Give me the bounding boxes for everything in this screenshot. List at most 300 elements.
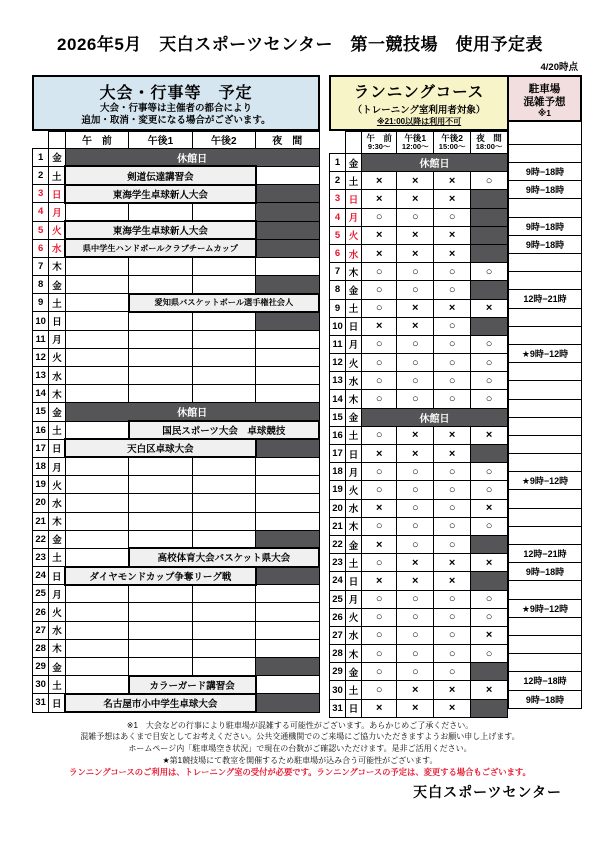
unavailable-mark: × [362, 244, 397, 262]
unavailable-cell [471, 226, 508, 244]
available-mark: ○ [362, 281, 397, 299]
day-number: 22 [330, 535, 346, 553]
day-number: 10 [330, 317, 346, 335]
available-mark: ○ [471, 335, 508, 353]
empty-slot-cell [256, 585, 319, 603]
unavailable-mark: × [362, 699, 397, 717]
day-weekday: 土 [346, 172, 362, 190]
day-number: 23 [330, 554, 346, 572]
day-number: 17 [33, 439, 49, 457]
parking-forecast-cell [509, 654, 582, 672]
events-row [33, 239, 320, 257]
unavailable-mark: × [397, 681, 434, 699]
running-col-evening: 夜 間 18:00〜 [471, 132, 508, 154]
day-weekday: 金 [346, 663, 362, 681]
unavailable-mark: × [397, 554, 434, 572]
unavailable-mark: × [434, 190, 471, 208]
events-subtitle-line1: 大会・行事等は主催者の都合により [99, 103, 252, 114]
events-row [33, 330, 320, 348]
day-weekday: 水 [346, 626, 362, 644]
events-row [33, 476, 320, 494]
day-number: 15 [33, 403, 49, 421]
parking-forecast-cell [509, 454, 582, 472]
empty-slot-cell [256, 330, 319, 348]
running-row [330, 335, 508, 353]
day-number: 2 [33, 166, 49, 184]
day-weekday: 土 [346, 426, 362, 444]
available-mark: ○ [362, 263, 397, 281]
available-mark: ○ [362, 481, 397, 499]
unavailable-cell [256, 221, 319, 239]
closed-day-cell: 休館日 [362, 408, 508, 426]
unavailable-cell [256, 276, 319, 294]
available-mark: ○ [397, 645, 434, 663]
note-line-4: ★第1競技場にて教室を開催するため駐車場が込み合う可能性がございます。 [162, 755, 438, 765]
empty-slot-cell [129, 494, 192, 512]
parking-row [509, 344, 582, 362]
available-mark: ○ [362, 390, 397, 408]
unavailable-cell [471, 699, 508, 717]
day-number: 31 [330, 699, 346, 717]
day-weekday: 水 [346, 499, 362, 517]
empty-slot-cell [129, 512, 192, 530]
available-mark: ○ [397, 499, 434, 517]
note-line-1: ※1 大会などの行事により駐車場が混雑する可能性がございます。あらかじめご了承ください。 [126, 720, 474, 730]
parking-forecast-cell [509, 399, 582, 417]
parking-table-body [509, 144, 582, 708]
unavailable-cell [471, 317, 508, 335]
available-mark: ○ [362, 354, 397, 372]
parking-row [509, 581, 582, 599]
event-cell: 天白区卓球大会 [65, 439, 255, 457]
unavailable-mark: × [434, 699, 471, 717]
unavailable-mark: × [362, 445, 397, 463]
parking-forecast-cell [509, 272, 582, 290]
day-weekday: 日 [346, 317, 362, 335]
empty-slot-cell [256, 367, 319, 385]
event-cell: 剣道伝達講習会 [65, 166, 255, 184]
parking-forecast-cell: 9時−18時 [509, 181, 582, 199]
day-number: 17 [330, 445, 346, 463]
empty-slot-cell [65, 294, 128, 312]
running-row [330, 208, 508, 226]
events-table [32, 131, 320, 713]
running-row [330, 281, 508, 299]
parking-row [509, 599, 582, 617]
unavailable-mark: × [471, 681, 508, 699]
events-panel [32, 75, 320, 713]
running-row [330, 481, 508, 499]
unavailable-cell [471, 663, 508, 681]
parking-forecast-cell [509, 417, 582, 435]
day-number: 26 [330, 608, 346, 626]
empty-slot-cell [256, 639, 319, 657]
day-number: 13 [330, 372, 346, 390]
day-weekday: 金 [346, 154, 362, 172]
running-warning: ※21:00以降は利用不可 [376, 117, 462, 126]
available-mark: ○ [434, 463, 471, 481]
available-mark: ○ [471, 172, 508, 190]
empty-slot-cell [65, 385, 128, 403]
running-col-morning: 午 前 9:30〜 [362, 132, 397, 154]
events-row [33, 457, 320, 475]
parking-footnote-mark: ※1 [538, 108, 551, 119]
parking-row [509, 308, 582, 326]
parking-forecast-cell: 12時−21時 [509, 290, 582, 308]
events-row [33, 166, 320, 184]
day-weekday: 金 [49, 276, 65, 294]
unavailable-mark: × [362, 172, 397, 190]
event-cell: 県中学生ハンドボールクラブチームカップ [65, 239, 255, 257]
events-row [33, 148, 320, 166]
available-mark: ○ [471, 354, 508, 372]
available-mark: ○ [362, 335, 397, 353]
running-row [330, 226, 508, 244]
day-number: 9 [33, 294, 49, 312]
day-number: 20 [33, 494, 49, 512]
empty-slot-cell [192, 257, 255, 275]
available-mark: ○ [397, 372, 434, 390]
event-cell: カラーガード講習会 [129, 676, 256, 694]
unavailable-mark: × [397, 190, 434, 208]
day-weekday: 木 [49, 385, 65, 403]
day-number: 26 [33, 603, 49, 621]
day-number: 3 [33, 185, 49, 203]
available-mark: ○ [434, 335, 471, 353]
available-mark: ○ [434, 481, 471, 499]
running-row [330, 608, 508, 626]
day-number: 12 [330, 354, 346, 372]
empty-slot-cell [192, 348, 255, 366]
available-mark: ○ [362, 208, 397, 226]
day-weekday: 日 [346, 572, 362, 590]
running-row [330, 154, 508, 172]
available-mark: ○ [362, 590, 397, 608]
day-weekday: 土 [49, 676, 65, 694]
parking-forecast-cell [509, 581, 582, 599]
available-mark: ○ [471, 481, 508, 499]
empty-slot-cell [65, 257, 128, 275]
parking-heading-line2: 混雑予想 [523, 95, 566, 108]
running-row [330, 317, 508, 335]
day-number: 28 [330, 645, 346, 663]
parking-forecast-cell [509, 326, 582, 344]
day-number: 19 [33, 476, 49, 494]
unavailable-mark: × [434, 445, 471, 463]
parking-row [509, 417, 582, 435]
unavailable-mark: × [434, 244, 471, 262]
day-weekday: 日 [49, 439, 65, 457]
day-number: 11 [330, 335, 346, 353]
day-weekday: 日 [346, 190, 362, 208]
unavailable-cell [256, 439, 319, 457]
day-weekday: 火 [346, 226, 362, 244]
parking-row [509, 490, 582, 508]
unavailable-mark: × [434, 572, 471, 590]
day-number: 15 [330, 408, 346, 426]
unavailable-cell [256, 567, 319, 585]
unavailable-mark: × [397, 572, 434, 590]
day-number: 14 [330, 390, 346, 408]
unavailable-cell [256, 530, 319, 548]
unavailable-cell [256, 694, 319, 712]
empty-slot-cell [129, 330, 192, 348]
running-row [330, 172, 508, 190]
parking-forecast-cell [509, 490, 582, 508]
available-mark: ○ [397, 281, 434, 299]
unavailable-mark: × [471, 499, 508, 517]
events-col-morning: 午 前 [65, 131, 128, 148]
events-row [33, 312, 320, 330]
available-mark: ○ [397, 463, 434, 481]
parking-row [509, 508, 582, 526]
empty-slot-cell [65, 530, 128, 548]
running-subtitle: （トレーニング室利用者対象） [352, 105, 486, 116]
available-mark: ○ [362, 608, 397, 626]
day-weekday: 金 [49, 530, 65, 548]
events-row [33, 385, 320, 403]
empty-slot-cell [65, 658, 128, 676]
unavailable-cell [471, 535, 508, 553]
day-weekday: 土 [346, 554, 362, 572]
day-number: 18 [330, 463, 346, 481]
available-mark: ○ [434, 263, 471, 281]
unavailable-cell [471, 445, 508, 463]
day-weekday: 土 [49, 548, 65, 566]
day-number: 21 [330, 517, 346, 535]
unavailable-mark: × [434, 226, 471, 244]
closed-day-cell: 休館日 [65, 148, 319, 166]
unavailable-mark: × [471, 626, 508, 644]
day-number: 29 [33, 658, 49, 676]
available-mark: ○ [471, 645, 508, 663]
day-number: 1 [33, 148, 49, 166]
empty-slot-cell [256, 166, 319, 184]
empty-slot-cell [65, 457, 128, 475]
parking-row [509, 545, 582, 563]
available-mark: ○ [362, 554, 397, 572]
day-weekday: 火 [49, 603, 65, 621]
available-mark: ○ [397, 208, 434, 226]
parking-forecast-cell [509, 363, 582, 381]
event-cell: 高校体育大会バスケット県大会 [129, 548, 319, 566]
empty-slot-cell [192, 585, 255, 603]
running-row [330, 681, 508, 699]
day-weekday: 土 [346, 681, 362, 699]
day-number: 30 [33, 676, 49, 694]
empty-slot-cell [192, 639, 255, 657]
parking-forecast-cell [509, 435, 582, 453]
empty-slot-cell [192, 476, 255, 494]
running-heading: ランニングコース [353, 84, 485, 101]
empty-slot-cell [129, 203, 192, 221]
parking-row [509, 381, 582, 399]
day-number: 4 [33, 203, 49, 221]
day-number: 24 [330, 572, 346, 590]
available-mark: ○ [434, 608, 471, 626]
available-mark: ○ [434, 663, 471, 681]
empty-slot-cell [129, 530, 192, 548]
day-number: 30 [330, 681, 346, 699]
unavailable-mark: × [362, 535, 397, 553]
signature: 天白スポーツセンター [413, 784, 562, 801]
day-weekday: 日 [346, 699, 362, 717]
running-row [330, 517, 508, 535]
running-row [330, 445, 508, 463]
available-mark: ○ [471, 463, 508, 481]
running-row [330, 299, 508, 317]
unavailable-mark: × [397, 244, 434, 262]
empty-slot-cell [256, 348, 319, 366]
running-row [330, 590, 508, 608]
footer-notes [0, 718, 600, 778]
day-weekday: 火 [346, 354, 362, 372]
empty-slot-cell [256, 676, 319, 694]
parking-forecast-cell: ★9時−12時 [509, 344, 582, 362]
running-row [330, 663, 508, 681]
empty-slot-cell [65, 548, 128, 566]
day-weekday: 月 [346, 590, 362, 608]
parking-forecast-cell: 12時−18時 [509, 672, 582, 690]
unavailable-cell [256, 658, 319, 676]
available-mark: ○ [397, 517, 434, 535]
day-number: 9 [330, 299, 346, 317]
unavailable-mark: × [397, 299, 434, 317]
day-number: 3 [330, 190, 346, 208]
running-col-afternoon2: 午後2 15:00〜 [434, 132, 471, 154]
running-row [330, 554, 508, 572]
unavailable-mark: × [397, 317, 434, 335]
empty-slot-cell [65, 312, 128, 330]
parking-panel [508, 75, 582, 718]
day-weekday: 月 [49, 330, 65, 348]
day-weekday: 水 [49, 239, 65, 257]
unavailable-mark: × [362, 572, 397, 590]
empty-slot-cell [129, 348, 192, 366]
day-number: 6 [330, 244, 346, 262]
day-weekday: 火 [346, 481, 362, 499]
events-row [33, 621, 320, 639]
empty-slot-cell [256, 476, 319, 494]
events-row [33, 639, 320, 657]
available-mark: ○ [434, 626, 471, 644]
events-row [33, 403, 320, 421]
day-number: 5 [33, 221, 49, 239]
day-weekday: 水 [49, 621, 65, 639]
events-row [33, 221, 320, 239]
events-row [33, 512, 320, 530]
running-row [330, 372, 508, 390]
day-weekday: 土 [346, 299, 362, 317]
running-row [330, 572, 508, 590]
events-col-afternoon2: 午後2 [192, 131, 255, 148]
day-weekday: 月 [346, 463, 362, 481]
empty-slot-cell [65, 585, 128, 603]
parking-row [509, 454, 582, 472]
unavailable-cell [256, 312, 319, 330]
parking-forecast-cell [509, 381, 582, 399]
empty-slot-cell [129, 385, 192, 403]
running-panel [329, 75, 508, 718]
available-mark: ○ [362, 372, 397, 390]
day-number: 2 [330, 172, 346, 190]
events-row [33, 294, 320, 312]
day-weekday: 土 [49, 421, 65, 439]
empty-slot-cell [256, 257, 319, 275]
events-row [33, 676, 320, 694]
parking-forecast-cell [509, 635, 582, 653]
available-mark: ○ [397, 390, 434, 408]
closed-day-cell: 休館日 [362, 154, 508, 172]
unavailable-mark: × [434, 426, 471, 444]
empty-slot-cell [65, 203, 128, 221]
events-col-evening: 夜 間 [256, 131, 319, 148]
unavailable-cell [471, 190, 508, 208]
day-number: 11 [33, 330, 49, 348]
day-number: 10 [33, 312, 49, 330]
empty-slot-cell [129, 585, 192, 603]
empty-slot-cell [65, 603, 128, 621]
events-subtitle-line2: 追加・取消・変更になる場合がございます。 [81, 114, 271, 126]
empty-slot-cell [192, 276, 255, 294]
unavailable-cell [471, 208, 508, 226]
unavailable-cell [471, 244, 508, 262]
day-weekday: 火 [346, 608, 362, 626]
events-row [33, 530, 320, 548]
event-cell: 東海学生卓球新人大会 [65, 185, 255, 203]
day-weekday: 水 [346, 372, 362, 390]
available-mark: ○ [397, 335, 434, 353]
empty-slot-cell [65, 348, 128, 366]
parking-row [509, 181, 582, 199]
empty-slot-cell [65, 639, 128, 657]
day-weekday: 月 [346, 335, 362, 353]
unavailable-mark: × [362, 190, 397, 208]
day-number: 27 [330, 626, 346, 644]
available-mark: ○ [434, 372, 471, 390]
day-weekday: 金 [346, 408, 362, 426]
events-row [33, 203, 320, 221]
day-number: 31 [33, 694, 49, 712]
parking-forecast-cell: ★9時−12時 [509, 599, 582, 617]
events-row [33, 276, 320, 294]
unavailable-mark: × [397, 172, 434, 190]
running-row [330, 390, 508, 408]
empty-slot-cell [129, 658, 192, 676]
empty-slot-cell [129, 603, 192, 621]
events-row [33, 348, 320, 366]
unavailable-cell [471, 281, 508, 299]
parking-forecast-cell: 12時−21時 [509, 545, 582, 563]
day-number: 7 [330, 263, 346, 281]
empty-slot-cell [129, 367, 192, 385]
running-row [330, 244, 508, 262]
day-number: 28 [33, 639, 49, 657]
empty-slot-cell [192, 494, 255, 512]
running-row [330, 426, 508, 444]
available-mark: ○ [362, 626, 397, 644]
events-row [33, 585, 320, 603]
empty-slot-cell [129, 639, 192, 657]
day-number: 22 [33, 530, 49, 548]
events-row [33, 658, 320, 676]
events-row [33, 494, 320, 512]
day-number: 12 [33, 348, 49, 366]
event-cell: ダイヤモンドカップ争奪リーグ戦 [65, 567, 255, 585]
empty-slot-cell [65, 621, 128, 639]
unavailable-cell [256, 203, 319, 221]
unavailable-mark: × [362, 226, 397, 244]
